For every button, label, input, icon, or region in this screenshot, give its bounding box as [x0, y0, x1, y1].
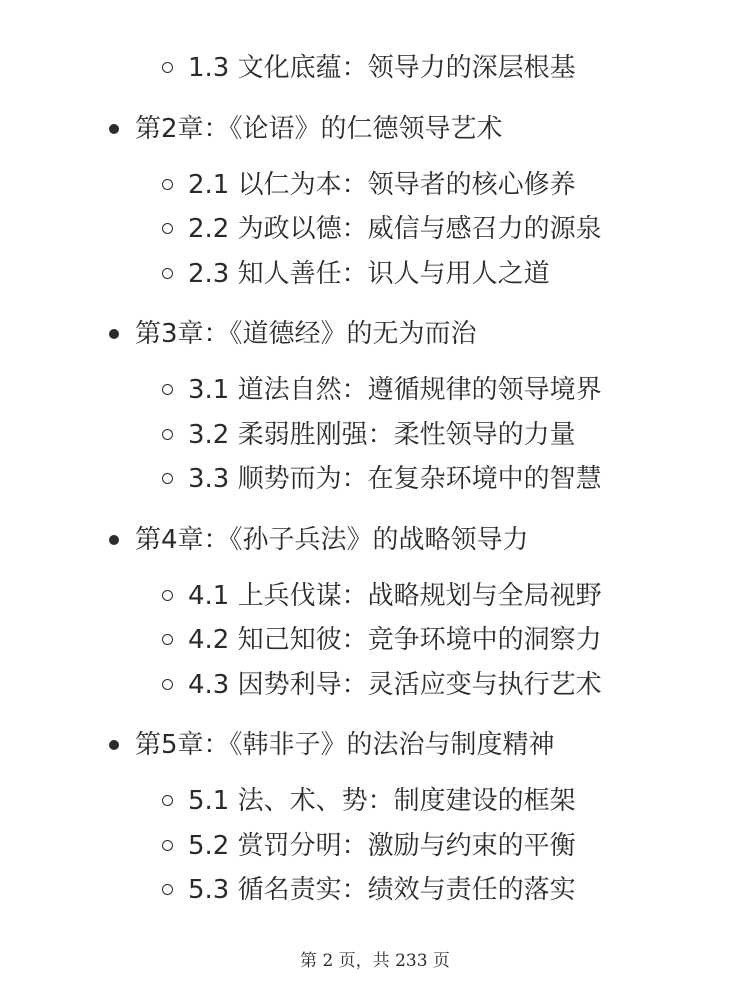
section-item: [0, 413, 750, 458]
chapter-title: 第2章：《论语》的仁德领导艺术: [135, 113, 503, 144]
section-label: 3.2 柔弱胜刚强：柔性领导的力量: [188, 419, 576, 450]
section-item: [0, 574, 750, 619]
section-item: [0, 46, 750, 91]
section-item: [0, 868, 750, 913]
hollow-circle-bullet-icon: [162, 795, 173, 806]
section-label: 3.3 顺势而为：在复杂环境中的智慧: [188, 464, 602, 494]
section-item: [0, 163, 750, 208]
chapter-title: 第5章：《韩非子》的法治与制度精神: [135, 730, 555, 760]
hollow-circle-bullet-icon: [162, 384, 173, 395]
chapter-title: 第3章：《道德经》的无为而治: [135, 319, 477, 349]
hollow-circle-bullet-icon: [162, 473, 173, 484]
section-label: 4.2 知己知彼：竞争环境中的洞察力: [188, 625, 602, 655]
table-of-contents: [0, 46, 750, 913]
section-item: [0, 824, 750, 869]
section-label: 2.3 知人善任：识人与用人之道: [188, 258, 550, 289]
hollow-circle-bullet-icon: [162, 679, 173, 690]
chapter-heading: [0, 107, 750, 151]
chapter-heading: [0, 518, 750, 562]
hollow-circle-bullet-icon: [162, 179, 173, 190]
hollow-circle-bullet-icon: [162, 884, 173, 895]
section-item: [0, 779, 750, 824]
filled-dot-bullet-icon: [109, 124, 119, 134]
section-label: 3.1 道法自然：遵循规律的领导境界: [188, 375, 602, 405]
section-item: [0, 252, 750, 297]
hollow-circle-bullet-icon: [162, 590, 173, 601]
section-item: [0, 663, 750, 708]
section-label: 4.3 因势利导：灵活应变与执行艺术: [188, 669, 602, 700]
section-label: 4.1 上兵伐谋：战略规划与全局视野: [188, 580, 602, 611]
hollow-circle-bullet-icon: [162, 429, 173, 440]
section-label: 1.3 文化底蕴：领导力的深层根基: [188, 53, 576, 83]
chapter-heading: [0, 312, 750, 356]
hollow-circle-bullet-icon: [162, 268, 173, 279]
section-label: 2.2 为政以德：威信与感召力的源泉: [188, 214, 602, 244]
hollow-circle-bullet-icon: [162, 840, 173, 851]
chapter-heading: [0, 723, 750, 767]
hollow-circle-bullet-icon: [162, 62, 173, 73]
filled-dot-bullet-icon: [109, 329, 119, 339]
hollow-circle-bullet-icon: [162, 634, 173, 645]
section-label: 2.1 以仁为本：领导者的核心修养: [188, 169, 576, 200]
section-item: [0, 207, 750, 252]
section-label: 5.3 循名责实：绩效与责任的落实: [188, 875, 576, 905]
section-label: 5.2 赏罚分明：激励与约束的平衡: [188, 830, 576, 861]
filled-dot-bullet-icon: [109, 535, 119, 545]
section-label: 5.1 法、术、势：制度建设的框架: [188, 786, 576, 816]
filled-dot-bullet-icon: [109, 740, 119, 750]
section-item: [0, 618, 750, 663]
page-number-footer: 第 2 页，共 233 页: [300, 951, 450, 971]
section-item: [0, 368, 750, 413]
section-item: [0, 457, 750, 502]
hollow-circle-bullet-icon: [162, 223, 173, 234]
chapter-title: 第4章：《孙子兵法》的战略领导力: [135, 524, 529, 555]
